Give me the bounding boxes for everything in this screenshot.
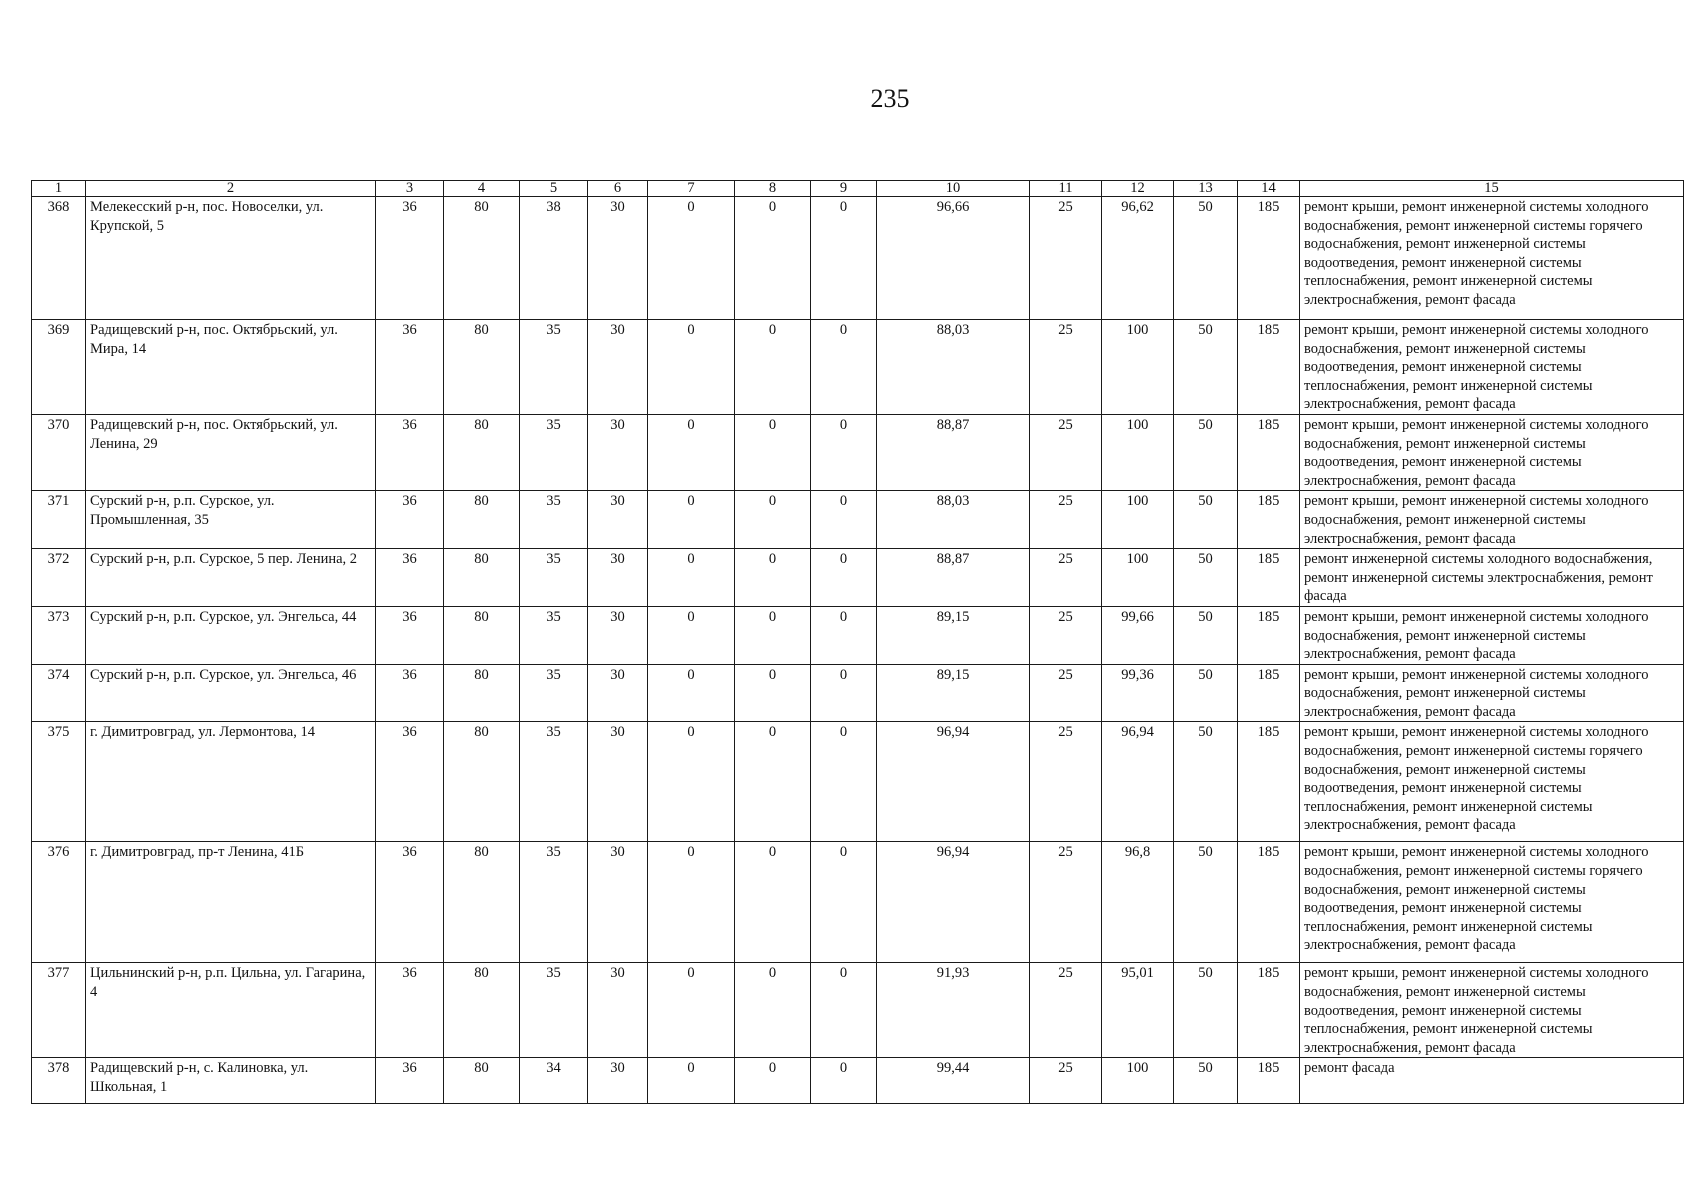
cell-col-14: 185 xyxy=(1238,414,1300,490)
cell-col-14: 185 xyxy=(1238,491,1300,549)
cell-col-12: 100 xyxy=(1102,414,1174,490)
cell-col-11: 25 xyxy=(1030,1058,1102,1104)
cell-col-12: 100 xyxy=(1102,491,1174,549)
cell-col-5: 35 xyxy=(520,320,588,415)
cell-col-6: 30 xyxy=(588,606,648,664)
cell-col-6: 30 xyxy=(588,842,648,963)
cell-col-12: 99,66 xyxy=(1102,606,1174,664)
cell-col-9: 0 xyxy=(811,1058,877,1104)
table-row xyxy=(32,963,1684,1058)
cell-row-number: 377 xyxy=(32,963,86,1058)
column-header: 11 xyxy=(1030,181,1102,197)
cell-col-14: 185 xyxy=(1238,963,1300,1058)
cell-col-4: 80 xyxy=(444,722,520,842)
cell-col-8: 0 xyxy=(735,491,811,549)
column-header: 8 xyxy=(735,181,811,197)
cell-planned-works: ремонт крыши, ремонт инженерной системы холодного водоснабжения, ремонт инженерной системы электроснабжения, ремонт фасада xyxy=(1300,606,1684,664)
cell-planned-works: ремонт крыши, ремонт инженерной системы холодного водоснабжения, ремонт инженерной системы горячего водоснабжения, ремонт инженерной системы водоотведения, ремонт инженерной системы теплоснабжения, ремонт инженерной системы электроснабжения, ремонт фасада xyxy=(1300,842,1684,963)
cell-col-6: 30 xyxy=(588,1058,648,1104)
cell-col-13: 50 xyxy=(1174,549,1238,607)
cell-col-11: 25 xyxy=(1030,842,1102,963)
cell-col-9: 0 xyxy=(811,320,877,415)
cell-col-11: 25 xyxy=(1030,549,1102,607)
cell-col-5: 35 xyxy=(520,549,588,607)
cell-col-13: 50 xyxy=(1174,320,1238,415)
cell-col-3: 36 xyxy=(376,722,444,842)
cell-address: Цильнинский р-н, р.п. Цильна, ул. Гагарина, 4 xyxy=(86,963,376,1058)
cell-col-4: 80 xyxy=(444,606,520,664)
cell-col-9: 0 xyxy=(811,414,877,490)
cell-planned-works: ремонт крыши, ремонт инженерной системы холодного водоснабжения, ремонт инженерной системы горячего водоснабжения, ремонт инженерной системы водоотведения, ремонт инженерной системы теплоснабжения, ремонт инженерной системы электроснабжения, ремонт фасада xyxy=(1300,197,1684,320)
cell-col-5: 34 xyxy=(520,1058,588,1104)
cell-col-11: 25 xyxy=(1030,664,1102,722)
cell-col-14: 185 xyxy=(1238,664,1300,722)
page-number: 235 xyxy=(870,84,910,113)
cell-col-9: 0 xyxy=(811,197,877,320)
cell-col-3: 36 xyxy=(376,664,444,722)
cell-col-12: 100 xyxy=(1102,320,1174,415)
cell-col-9: 0 xyxy=(811,549,877,607)
cell-address: г. Димитровград, пр-т Ленина, 41Б xyxy=(86,842,376,963)
cell-col-14: 185 xyxy=(1238,606,1300,664)
cell-col-14: 185 xyxy=(1238,842,1300,963)
cell-col-5: 35 xyxy=(520,664,588,722)
table-row xyxy=(32,722,1684,842)
cell-col-10: 99,44 xyxy=(877,1058,1030,1104)
cell-col-13: 50 xyxy=(1174,491,1238,549)
column-header: 2 xyxy=(86,181,376,197)
table-row xyxy=(32,842,1684,963)
table-row xyxy=(32,491,1684,549)
cell-col-13: 50 xyxy=(1174,606,1238,664)
cell-col-9: 0 xyxy=(811,606,877,664)
cell-col-7: 0 xyxy=(648,491,735,549)
cell-col-12: 96,62 xyxy=(1102,197,1174,320)
cell-col-3: 36 xyxy=(376,549,444,607)
cell-col-9: 0 xyxy=(811,963,877,1058)
cell-col-14: 185 xyxy=(1238,197,1300,320)
cell-row-number: 372 xyxy=(32,549,86,607)
cell-col-13: 50 xyxy=(1174,722,1238,842)
cell-col-7: 0 xyxy=(648,414,735,490)
cell-col-4: 80 xyxy=(444,320,520,415)
cell-col-11: 25 xyxy=(1030,320,1102,415)
cell-address: Сурский р-н, р.п. Сурское, ул. Промышленная, 35 xyxy=(86,491,376,549)
cell-col-13: 50 xyxy=(1174,197,1238,320)
table-row xyxy=(32,606,1684,664)
cell-col-6: 30 xyxy=(588,549,648,607)
table-row xyxy=(32,549,1684,607)
cell-col-12: 96,94 xyxy=(1102,722,1174,842)
cell-col-4: 80 xyxy=(444,414,520,490)
cell-col-6: 30 xyxy=(588,320,648,415)
cell-col-3: 36 xyxy=(376,491,444,549)
cell-row-number: 376 xyxy=(32,842,86,963)
repair-program-table xyxy=(31,180,1684,1104)
cell-col-14: 185 xyxy=(1238,549,1300,607)
cell-col-4: 80 xyxy=(444,664,520,722)
cell-col-14: 185 xyxy=(1238,320,1300,415)
cell-col-11: 25 xyxy=(1030,414,1102,490)
cell-col-14: 185 xyxy=(1238,722,1300,842)
table-row xyxy=(32,320,1684,415)
cell-col-4: 80 xyxy=(444,963,520,1058)
cell-col-6: 30 xyxy=(588,664,648,722)
cell-col-8: 0 xyxy=(735,722,811,842)
cell-col-9: 0 xyxy=(811,722,877,842)
cell-planned-works: ремонт крыши, ремонт инженерной системы холодного водоснабжения, ремонт инженерной системы водоотведения, ремонт инженерной системы теплоснабжения, ремонт инженерной системы электроснабжения, ремонт фасада xyxy=(1300,963,1684,1058)
cell-col-7: 0 xyxy=(648,963,735,1058)
table-header-row xyxy=(32,181,1684,197)
cell-col-5: 35 xyxy=(520,963,588,1058)
cell-col-5: 35 xyxy=(520,491,588,549)
table-row xyxy=(32,414,1684,490)
column-header: 5 xyxy=(520,181,588,197)
cell-col-3: 36 xyxy=(376,842,444,963)
cell-col-14: 185 xyxy=(1238,1058,1300,1104)
cell-planned-works: ремонт крыши, ремонт инженерной системы холодного водоснабжения, ремонт инженерной системы электроснабжения, ремонт фасада xyxy=(1300,664,1684,722)
cell-col-3: 36 xyxy=(376,320,444,415)
cell-col-3: 36 xyxy=(376,606,444,664)
cell-col-12: 95,01 xyxy=(1102,963,1174,1058)
column-header: 4 xyxy=(444,181,520,197)
cell-row-number: 371 xyxy=(32,491,86,549)
cell-col-10: 89,15 xyxy=(877,664,1030,722)
cell-col-6: 30 xyxy=(588,414,648,490)
cell-col-12: 100 xyxy=(1102,1058,1174,1104)
cell-col-10: 96,66 xyxy=(877,197,1030,320)
cell-col-10: 88,87 xyxy=(877,549,1030,607)
column-header: 7 xyxy=(648,181,735,197)
cell-address: Радищевский р-н, пос. Октябрьский, ул. Мира, 14 xyxy=(86,320,376,415)
cell-col-8: 0 xyxy=(735,197,811,320)
cell-col-7: 0 xyxy=(648,1058,735,1104)
column-header: 14 xyxy=(1238,181,1300,197)
cell-col-5: 35 xyxy=(520,722,588,842)
cell-col-3: 36 xyxy=(376,1058,444,1104)
cell-col-8: 0 xyxy=(735,1058,811,1104)
cell-col-4: 80 xyxy=(444,197,520,320)
cell-address: Сурский р-н, р.п. Сурское, 5 пер. Ленина, 2 xyxy=(86,549,376,607)
cell-planned-works: ремонт фасада xyxy=(1300,1058,1684,1104)
cell-col-7: 0 xyxy=(648,197,735,320)
cell-col-10: 88,03 xyxy=(877,491,1030,549)
column-header: 12 xyxy=(1102,181,1174,197)
cell-col-13: 50 xyxy=(1174,842,1238,963)
cell-col-3: 36 xyxy=(376,414,444,490)
cell-col-7: 0 xyxy=(648,664,735,722)
cell-col-10: 91,93 xyxy=(877,963,1030,1058)
cell-col-6: 30 xyxy=(588,197,648,320)
cell-planned-works: ремонт крыши, ремонт инженерной системы холодного водоснабжения, ремонт инженерной системы электроснабжения, ремонт фасада xyxy=(1300,491,1684,549)
cell-col-4: 80 xyxy=(444,549,520,607)
table-row xyxy=(32,197,1684,320)
cell-col-3: 36 xyxy=(376,963,444,1058)
cell-col-11: 25 xyxy=(1030,606,1102,664)
cell-row-number: 378 xyxy=(32,1058,86,1104)
cell-row-number: 375 xyxy=(32,722,86,842)
cell-col-9: 0 xyxy=(811,664,877,722)
cell-col-7: 0 xyxy=(648,842,735,963)
cell-col-12: 99,36 xyxy=(1102,664,1174,722)
cell-col-4: 80 xyxy=(444,491,520,549)
cell-planned-works: ремонт крыши, ремонт инженерной системы холодного водоснабжения, ремонт инженерной системы водоотведения, ремонт инженерной системы теплоснабжения, ремонт инженерной системы электроснабжения, ремонт фасада xyxy=(1300,320,1684,415)
cell-col-8: 0 xyxy=(735,842,811,963)
cell-col-9: 0 xyxy=(811,842,877,963)
column-header: 6 xyxy=(588,181,648,197)
cell-address: Радищевский р-н, с. Калиновка, ул. Школьная, 1 xyxy=(86,1058,376,1104)
cell-col-8: 0 xyxy=(735,963,811,1058)
cell-col-11: 25 xyxy=(1030,722,1102,842)
cell-address: Сурский р-н, р.п. Сурское, ул. Энгельса, 46 xyxy=(86,664,376,722)
cell-col-10: 89,15 xyxy=(877,606,1030,664)
cell-address: г. Димитровград, ул. Лермонтова, 14 xyxy=(86,722,376,842)
column-header: 13 xyxy=(1174,181,1238,197)
cell-col-7: 0 xyxy=(648,320,735,415)
column-header: 15 xyxy=(1300,181,1684,197)
cell-col-4: 80 xyxy=(444,842,520,963)
cell-row-number: 373 xyxy=(32,606,86,664)
cell-col-5: 35 xyxy=(520,842,588,963)
cell-col-8: 0 xyxy=(735,549,811,607)
cell-col-8: 0 xyxy=(735,320,811,415)
cell-col-7: 0 xyxy=(648,549,735,607)
cell-col-13: 50 xyxy=(1174,963,1238,1058)
cell-col-3: 36 xyxy=(376,197,444,320)
cell-row-number: 369 xyxy=(32,320,86,415)
cell-col-9: 0 xyxy=(811,491,877,549)
cell-row-number: 374 xyxy=(32,664,86,722)
column-header: 10 xyxy=(877,181,1030,197)
cell-col-7: 0 xyxy=(648,606,735,664)
cell-col-8: 0 xyxy=(735,414,811,490)
cell-planned-works: ремонт инженерной системы холодного водоснабжения, ремонт инженерной системы электроснабжения, ремонт фасада xyxy=(1300,549,1684,607)
cell-col-6: 30 xyxy=(588,722,648,842)
cell-col-6: 30 xyxy=(588,491,648,549)
cell-col-10: 88,87 xyxy=(877,414,1030,490)
cell-col-7: 0 xyxy=(648,722,735,842)
cell-col-5: 38 xyxy=(520,197,588,320)
cell-address: Мелекесский р-н, пос. Новоселки, ул. Крупской, 5 xyxy=(86,197,376,320)
cell-col-10: 96,94 xyxy=(877,722,1030,842)
column-header: 3 xyxy=(376,181,444,197)
cell-col-12: 96,8 xyxy=(1102,842,1174,963)
table-row xyxy=(32,664,1684,722)
cell-address: Сурский р-н, р.п. Сурское, ул. Энгельса, 44 xyxy=(86,606,376,664)
cell-col-4: 80 xyxy=(444,1058,520,1104)
cell-col-13: 50 xyxy=(1174,1058,1238,1104)
cell-col-13: 50 xyxy=(1174,664,1238,722)
cell-row-number: 370 xyxy=(32,414,86,490)
cell-col-5: 35 xyxy=(520,414,588,490)
cell-row-number: 368 xyxy=(32,197,86,320)
cell-planned-works: ремонт крыши, ремонт инженерной системы холодного водоснабжения, ремонт инженерной системы горячего водоснабжения, ремонт инженерной системы водоотведения, ремонт инженерной системы теплоснабжения, ремонт инженерной системы электроснабжения, ремонт фасада xyxy=(1300,722,1684,842)
cell-col-11: 25 xyxy=(1030,963,1102,1058)
cell-col-8: 0 xyxy=(735,664,811,722)
cell-col-8: 0 xyxy=(735,606,811,664)
cell-address: Радищевский р-н, пос. Октябрьский, ул. Ленина, 29 xyxy=(86,414,376,490)
cell-col-11: 25 xyxy=(1030,197,1102,320)
cell-col-13: 50 xyxy=(1174,414,1238,490)
cell-planned-works: ремонт крыши, ремонт инженерной системы холодного водоснабжения, ремонт инженерной системы водоотведения, ремонт инженерной системы электроснабжения, ремонт фасада xyxy=(1300,414,1684,490)
cell-col-5: 35 xyxy=(520,606,588,664)
table-row xyxy=(32,1058,1684,1104)
cell-col-11: 25 xyxy=(1030,491,1102,549)
cell-col-10: 88,03 xyxy=(877,320,1030,415)
cell-col-6: 30 xyxy=(588,963,648,1058)
cell-col-12: 100 xyxy=(1102,549,1174,607)
cell-col-10: 96,94 xyxy=(877,842,1030,963)
column-header: 1 xyxy=(32,181,86,197)
column-header: 9 xyxy=(811,181,877,197)
